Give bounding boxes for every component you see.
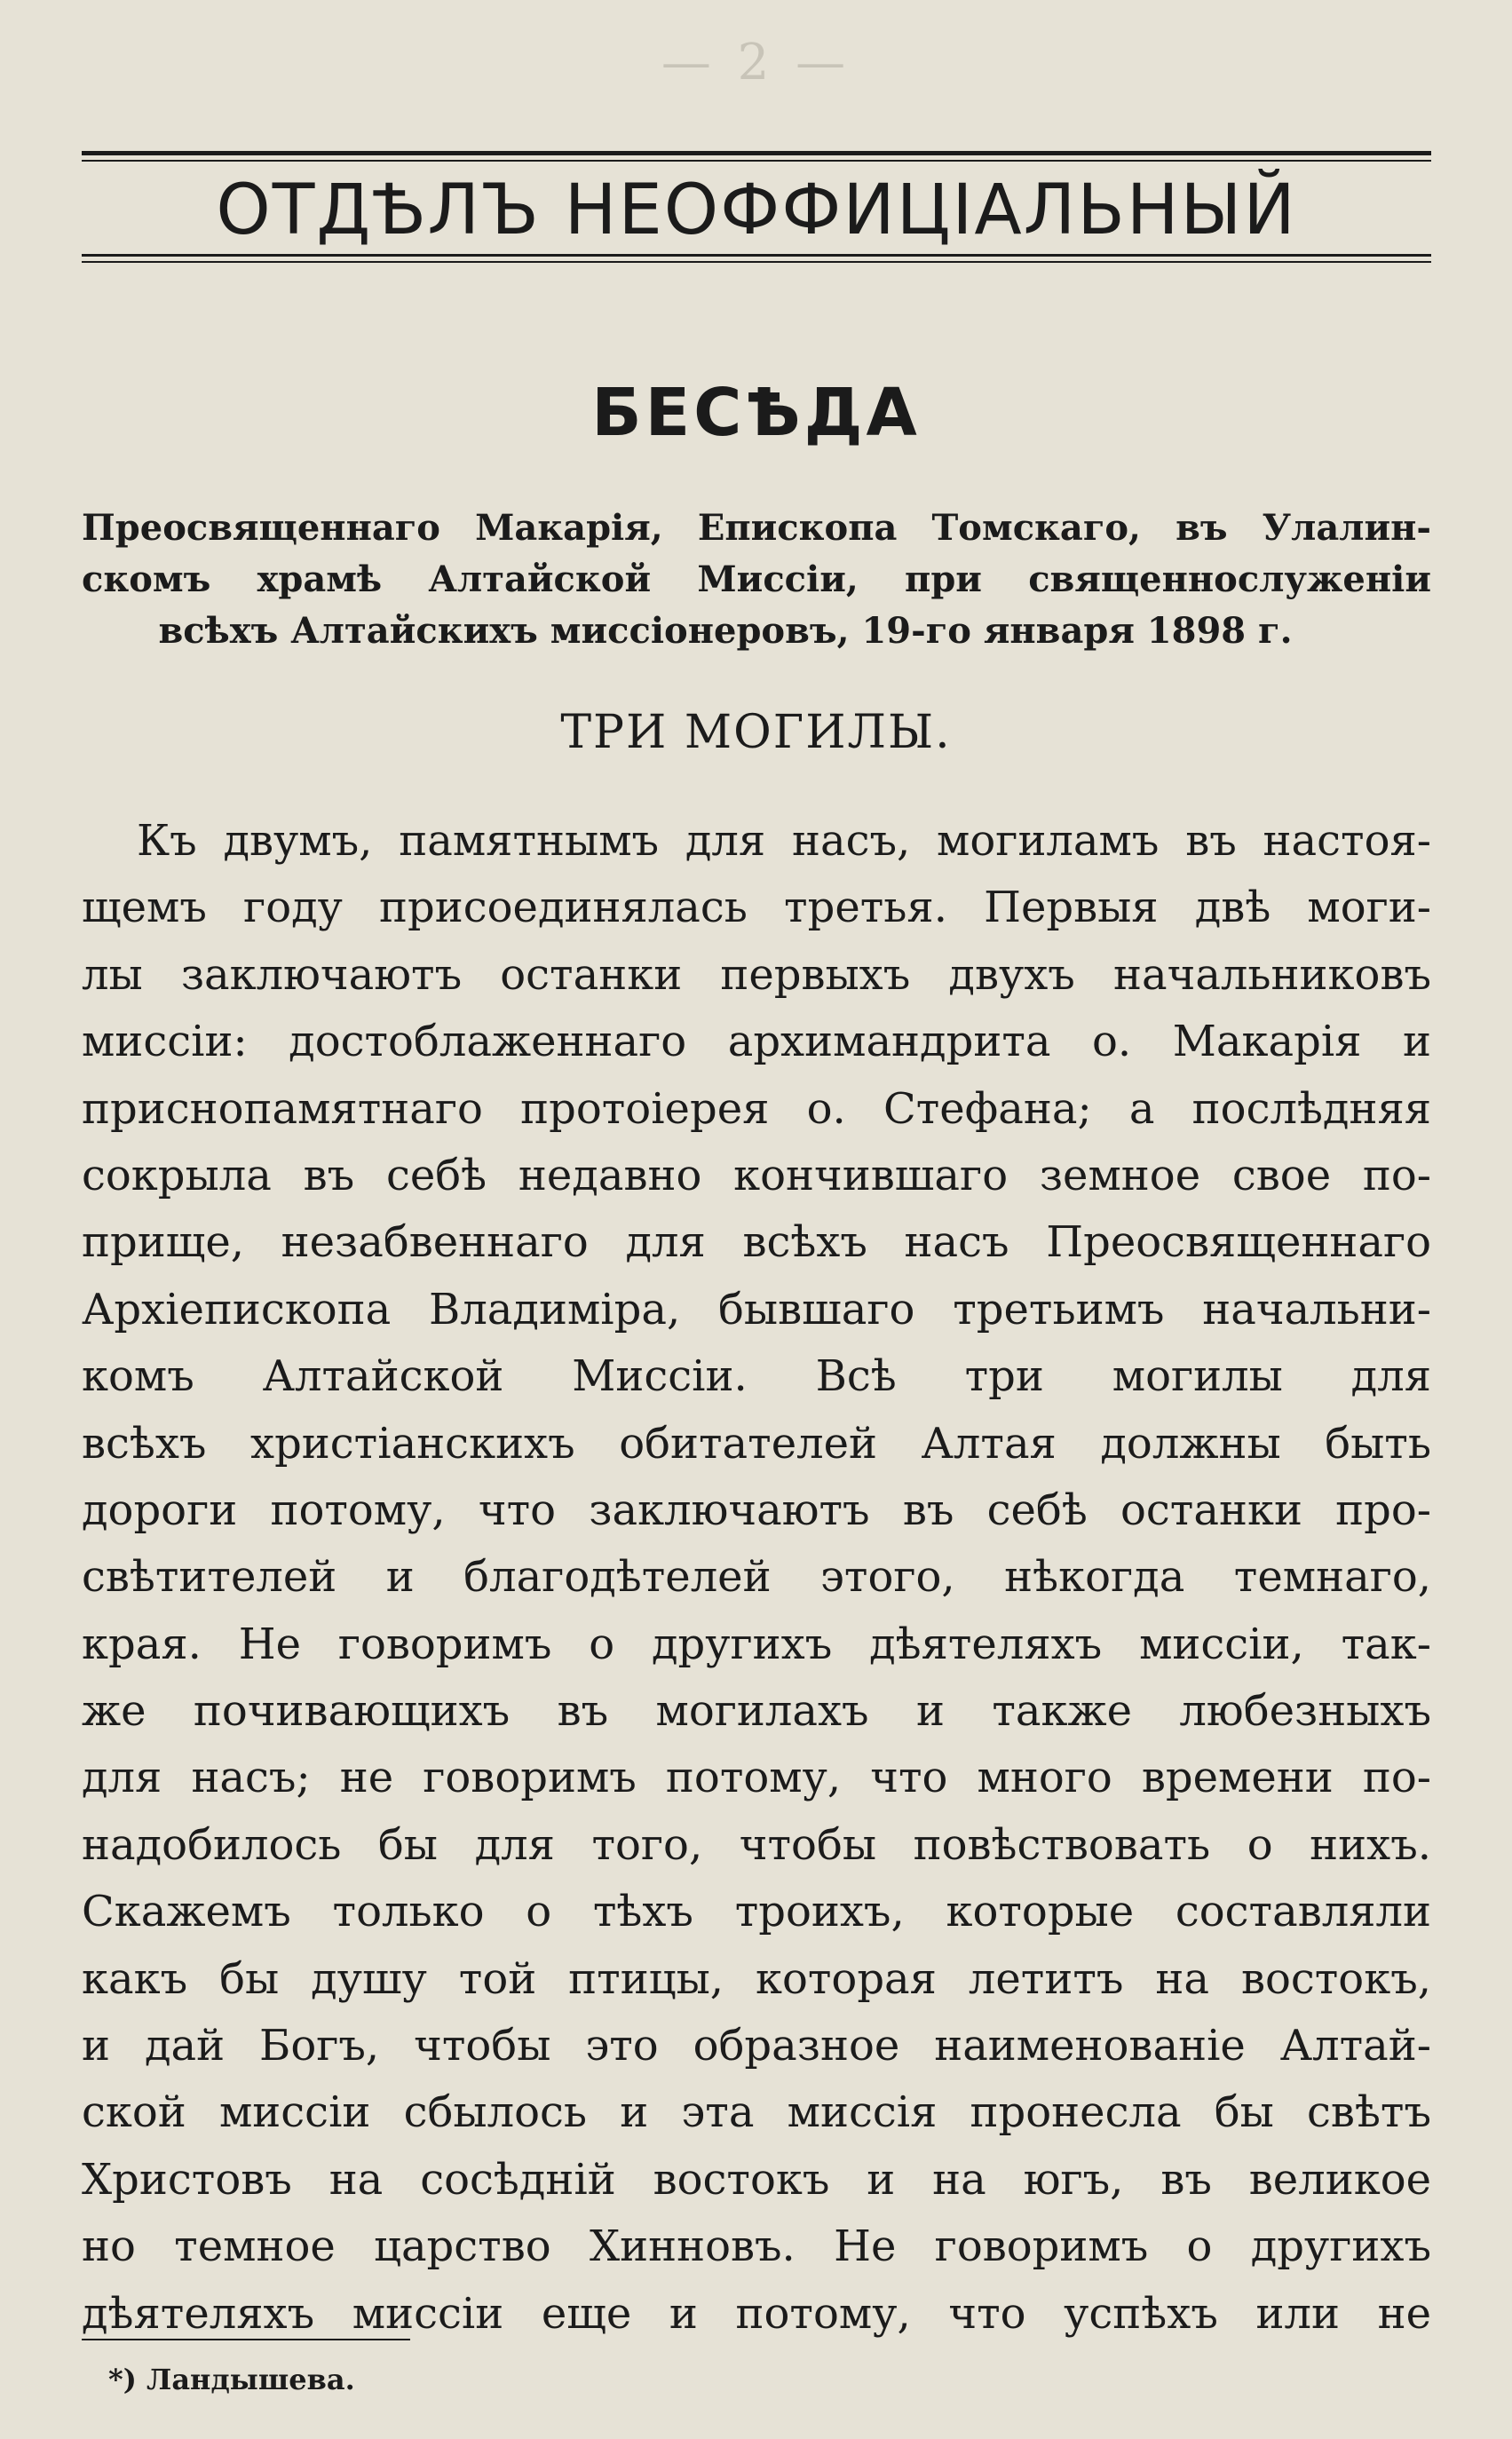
body-line: Христовъ на сосѣдній востокъ и на югъ, въ великое [82,2154,1431,2205]
body-line: надобилось бы для того, чтобы повѣствовать о нихъ. [82,1819,1431,1870]
body-line: дѣятеляхъ миссіи еще и потому, что успѣхъ или не [82,2288,1431,2339]
body-line: дороги потому, что заключаютъ въ себѣ останки про- [82,1485,1431,1535]
subtitle-line: скомъ храмѣ Алтайской Миссіи, при священнослуженіи [82,558,1431,600]
header-rule-top [82,151,1431,155]
header-rule-bottom [82,254,1431,257]
body-line: Скажемъ только о тѣхъ троихъ, которые составляли [82,1887,1431,1937]
body-line: края. Не говоримъ о другихъ дѣятеляхъ миссіи, так- [82,1619,1431,1669]
article-title: БЕСѢДА [591,375,921,451]
body-line: прище, незабвеннаго для всѣхъ насъ Преосвященнаго [82,1217,1431,1268]
body-line: приснопамятнаго протоіерея о. Стефана; а послѣдняя [82,1083,1431,1134]
body-line: всѣхъ христіанскихъ обитателей Алтая должны быть [82,1418,1431,1469]
body-text [82,808,1431,2348]
section-heading: ТРИ МОГИЛЫ. [560,706,952,759]
body-line: же почивающихъ въ могилахъ и также любезныхъ [82,1686,1431,1737]
body-line: комъ Алтайской Миссіи. Всѣ три могилы для [82,1351,1431,1402]
body-line: сокрыла въ себѣ недавно кончившаго земное свое по- [82,1150,1431,1200]
subtitle-line: всѣхъ Алтайскихъ миссіонеровъ, 19-го января 1898 г. [158,610,1293,652]
body-line: свѣтителей и благодѣтелей этого, нѣкогда темнаго, [82,1552,1431,1603]
body-line: и дай Богъ, чтобы это образное наименованіе Алтай- [82,2021,1431,2071]
body-line: лы заключаютъ останки первыхъ двухъ начальниковъ [82,949,1431,1000]
body-line: Къ двумъ, памятнымъ для насъ, могиламъ въ настоя- [137,816,1431,866]
section-title: ОТДѢЛЪ НЕОФФИЦІАЛЬНЫЙ [216,170,1297,250]
article-subtitle [82,503,1431,657]
body-line: какъ бы душу той птицы, которая летитъ на востокъ, [82,1953,1431,2004]
subtitle-line: Преосвященнаго Макарія, Епископа Томскаго, въ Улалин- [82,507,1431,549]
page-number: — 2 — [661,34,851,91]
footnote: *) Ландышева. [108,2363,355,2396]
header-rule-top-thin [82,160,1431,162]
body-line: но темное царство Хинновъ. Не говоримъ о другихъ [82,2221,1431,2272]
footnote-rule [82,2339,410,2340]
header-rule-bottom-thin [82,261,1431,263]
body-line: миссіи: достоблаженнаго архимандрита о. Макарія и [82,1017,1431,1067]
body-line: Архіепископа Владиміра, бывшаго третьимъ начальни- [82,1284,1431,1334]
body-line: для насъ; не говоримъ потому, что много времени по- [82,1753,1431,1803]
body-line: ской миссіи сбылось и эта миссія пронесла бы свѣтъ [82,2087,1431,2138]
body-line: щемъ году присоединялась третья. Первыя двѣ моги- [82,883,1431,933]
